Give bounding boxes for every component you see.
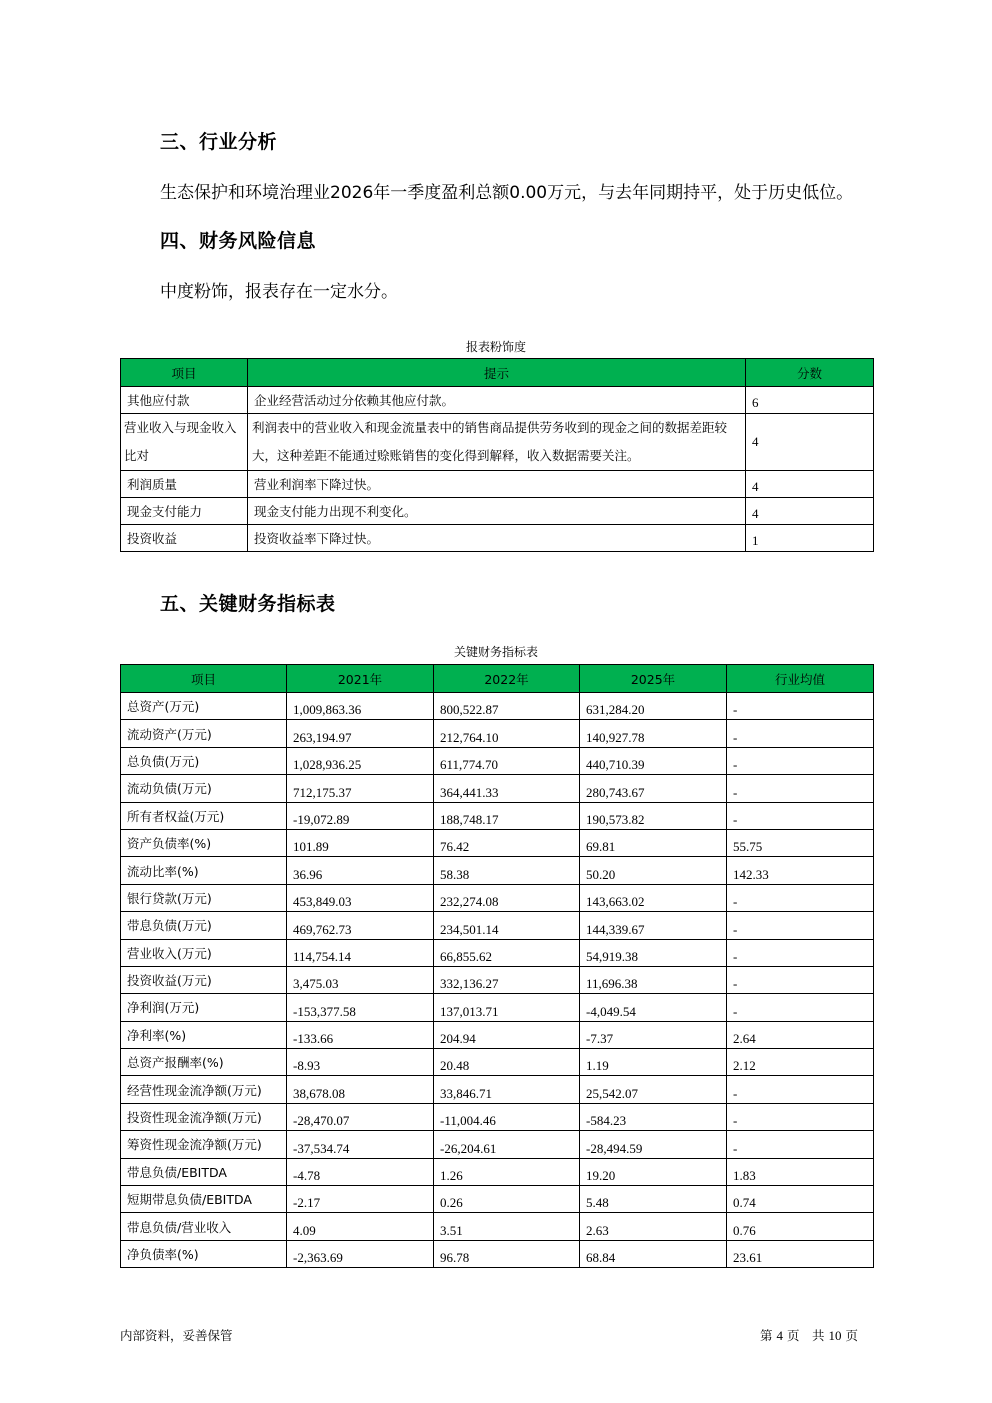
value-2025: 1.19 — [580, 1049, 727, 1076]
value-2021: -153,377.58 — [287, 994, 434, 1021]
row-label: 经营性现金流净额(万元) — [121, 1076, 287, 1103]
value-2022: 332,136.27 — [434, 966, 580, 993]
row-score: 4 — [746, 471, 874, 498]
page-mid: 页 共 — [786, 1328, 825, 1343]
value-2025: 25,542.07 — [580, 1076, 727, 1103]
row-label: 流动负债(万元) — [121, 775, 287, 802]
value-industry-avg: - — [727, 1076, 874, 1103]
section4-text: 中度粉饰，报表存在一定水分。 — [160, 282, 398, 302]
value-2025: 631,284.20 — [580, 693, 727, 720]
value-2022: 3.51 — [434, 1213, 580, 1240]
header-2025: 2025年 — [580, 665, 727, 693]
table-row — [121, 1186, 874, 1213]
value-industry-avg: 2.12 — [727, 1049, 874, 1076]
footer-page-number — [760, 1326, 858, 1344]
table-row — [121, 471, 874, 498]
row-label: 总负债(万元) — [121, 747, 287, 774]
value-2022: 234,501.14 — [434, 912, 580, 939]
row-label: 筹资性现金流净额(万元) — [121, 1131, 287, 1158]
value-industry-avg: - — [727, 693, 874, 720]
page-prefix: 第 — [760, 1328, 773, 1343]
value-industry-avg: - — [727, 939, 874, 966]
row-label: 银行贷款(万元) — [121, 884, 287, 911]
value-2025: 190,573.82 — [580, 802, 727, 829]
value-2021: 469,762.73 — [287, 912, 434, 939]
table-row — [121, 857, 874, 884]
row-item: 其他应付款 — [121, 387, 248, 414]
row-hint: 现金支付能力出现不利变化。 — [248, 498, 746, 525]
value-industry-avg: 0.74 — [727, 1186, 874, 1213]
value-2025: 54,919.38 — [580, 939, 727, 966]
row-label: 所有者权益(万元) — [121, 802, 287, 829]
value-2022: 66,855.62 — [434, 939, 580, 966]
value-2025: 11,696.38 — [580, 966, 727, 993]
value-2025: -28,494.59 — [580, 1131, 727, 1158]
table-header-row — [121, 665, 874, 693]
value-2021: 36.96 — [287, 857, 434, 884]
value-2025: 144,339.67 — [580, 912, 727, 939]
table-row — [121, 1213, 874, 1240]
value-2025: 5.48 — [580, 1186, 727, 1213]
row-label: 流动资产(万元) — [121, 720, 287, 747]
row-score: 4 — [746, 414, 874, 471]
value-2021: 1,009,863.36 — [287, 693, 434, 720]
row-hint: 营业利润率下降过快。 — [248, 471, 746, 498]
row-label: 净利润(万元) — [121, 994, 287, 1021]
value-2021: 38,678.08 — [287, 1076, 434, 1103]
table-row — [121, 775, 874, 802]
value-2022: 611,774.70 — [434, 747, 580, 774]
table-row — [121, 1131, 874, 1158]
table-row — [121, 1049, 874, 1076]
value-industry-avg: - — [727, 966, 874, 993]
value-2022: 364,441.33 — [434, 775, 580, 802]
value-industry-avg: - — [727, 912, 874, 939]
table-row — [121, 1240, 874, 1267]
table-row — [121, 939, 874, 966]
table2-caption: 关键财务指标表 — [453, 645, 538, 659]
row-item: 现金支付能力 — [121, 498, 248, 525]
value-2025: 68.84 — [580, 1240, 727, 1267]
value-2021: -8.93 — [287, 1049, 434, 1076]
value-2022: 20.48 — [434, 1049, 580, 1076]
table-row — [121, 994, 874, 1021]
value-2022: 188,748.17 — [434, 802, 580, 829]
section4-heading: 四、财务风险信息 — [160, 230, 317, 252]
row-label: 总资产(万元) — [121, 693, 287, 720]
table-row — [121, 1076, 874, 1103]
value-2022: 137,013.71 — [434, 994, 580, 1021]
value-2022: 232,274.08 — [434, 884, 580, 911]
value-2025: 2.63 — [580, 1213, 727, 1240]
table-row — [121, 884, 874, 911]
row-hint: 企业经营活动过分依赖其他应付款。 — [248, 387, 746, 414]
table1-caption: 报表粉饰度 — [465, 340, 526, 354]
value-2022: 204.94 — [434, 1021, 580, 1048]
section3-text: 生态保护和环境治理业2026年一季度盈利总额0.00万元，与去年同期持平，处于历史低位。 — [160, 183, 854, 203]
value-2021: 3,475.03 — [287, 966, 434, 993]
table-row — [121, 498, 874, 525]
row-item: 投资收益 — [121, 525, 248, 552]
section3-heading: 三、行业分析 — [160, 131, 278, 153]
table-row — [121, 1103, 874, 1130]
key-financial-table — [120, 664, 874, 1268]
fraud-score-table — [120, 358, 874, 552]
value-2025: -7.37 — [580, 1021, 727, 1048]
value-industry-avg: 0.76 — [727, 1213, 874, 1240]
header-score: 分数 — [746, 359, 874, 387]
row-label: 投资性现金流净额(万元) — [121, 1103, 287, 1130]
row-label: 净利率(%) — [121, 1021, 287, 1048]
value-2021: 114,754.14 — [287, 939, 434, 966]
value-2021: -2.17 — [287, 1186, 434, 1213]
row-label: 资产负债率(%) — [121, 829, 287, 856]
value-industry-avg: 55.75 — [727, 829, 874, 856]
value-2022: 1.26 — [434, 1158, 580, 1185]
value-2021: 712,175.37 — [287, 775, 434, 802]
footer-confidential: 内部资料，妥善保管 — [120, 1328, 233, 1343]
header-2021: 2021年 — [287, 665, 434, 693]
header-item: 项目 — [121, 359, 248, 387]
value-2022: 96.78 — [434, 1240, 580, 1267]
value-2022: -11,004.46 — [434, 1103, 580, 1130]
row-score: 1 — [746, 525, 874, 552]
table-row — [121, 966, 874, 993]
value-2021: 101.89 — [287, 829, 434, 856]
table-row — [121, 1021, 874, 1048]
table-row — [121, 802, 874, 829]
row-label: 净负债率(%) — [121, 1240, 287, 1267]
row-hint: 投资收益率下降过快。 — [248, 525, 746, 552]
table-row — [121, 414, 874, 471]
row-score: 6 — [746, 387, 874, 414]
value-2022: 58.38 — [434, 857, 580, 884]
row-score: 4 — [746, 498, 874, 525]
row-label: 投资收益(万元) — [121, 966, 287, 993]
value-2022: 33,846.71 — [434, 1076, 580, 1103]
row-item: 营业收入与现金收入比对 — [121, 414, 248, 471]
value-industry-avg: - — [727, 1103, 874, 1130]
value-industry-avg: 23.61 — [727, 1240, 874, 1267]
value-2022: 212,764.10 — [434, 720, 580, 747]
table-row — [121, 387, 874, 414]
value-2021: -37,534.74 — [287, 1131, 434, 1158]
value-2021: -133.66 — [287, 1021, 434, 1048]
value-2022: 76.42 — [434, 829, 580, 856]
value-2025: 69.81 — [580, 829, 727, 856]
table-row — [121, 829, 874, 856]
value-2021: -28,470.07 — [287, 1103, 434, 1130]
value-industry-avg: 142.33 — [727, 857, 874, 884]
header-industry-avg: 行业均值 — [727, 665, 874, 693]
row-label: 总资产报酬率(%) — [121, 1049, 287, 1076]
value-2025: -584.23 — [580, 1103, 727, 1130]
value-2025: 140,927.78 — [580, 720, 727, 747]
row-label: 流动比率(%) — [121, 857, 287, 884]
value-2021: -4.78 — [287, 1158, 434, 1185]
value-industry-avg: 1.83 — [727, 1158, 874, 1185]
value-industry-avg: - — [727, 747, 874, 774]
value-2025: -4,049.54 — [580, 994, 727, 1021]
table-row — [121, 693, 874, 720]
row-item: 利润质量 — [121, 471, 248, 498]
value-2025: 50.20 — [580, 857, 727, 884]
value-2021: 1,028,936.25 — [287, 747, 434, 774]
value-industry-avg: - — [727, 775, 874, 802]
value-2025: 19.20 — [580, 1158, 727, 1185]
value-industry-avg: - — [727, 1131, 874, 1158]
page-total: 10 — [828, 1328, 842, 1343]
value-2021: -2,363.69 — [287, 1240, 434, 1267]
value-2025: 280,743.67 — [580, 775, 727, 802]
table-row — [121, 1158, 874, 1185]
header-2022: 2022年 — [434, 665, 580, 693]
page-suffix: 页 — [845, 1328, 858, 1343]
value-2022: -26,204.61 — [434, 1131, 580, 1158]
header-hint: 提示 — [248, 359, 746, 387]
value-2021: 453,849.03 — [287, 884, 434, 911]
row-label: 带息负债/营业收入 — [121, 1213, 287, 1240]
row-hint: 利润表中的营业收入和现金流量表中的销售商品提供劳务收到的现金之间的数据差距较大，这种差距不能通过赊账销售的变化得到解释，收入数据需要关注。 — [248, 414, 746, 471]
section5-heading: 五、关键财务指标表 — [160, 593, 336, 615]
value-industry-avg: - — [727, 720, 874, 747]
table-header-row — [121, 359, 874, 387]
table-row — [121, 747, 874, 774]
value-2021: 4.09 — [287, 1213, 434, 1240]
value-2025: 143,663.02 — [580, 884, 727, 911]
row-label: 带息负债/EBITDA — [121, 1158, 287, 1185]
value-industry-avg: - — [727, 884, 874, 911]
value-industry-avg: - — [727, 802, 874, 829]
row-label: 营业收入(万元) — [121, 939, 287, 966]
value-2025: 440,710.39 — [580, 747, 727, 774]
value-industry-avg: 2.64 — [727, 1021, 874, 1048]
value-industry-avg: - — [727, 994, 874, 1021]
value-2022: 0.26 — [434, 1186, 580, 1213]
page-current: 4 — [776, 1328, 783, 1343]
table-body — [121, 693, 874, 1268]
value-2022: 800,522.87 — [434, 693, 580, 720]
value-2021: -19,072.89 — [287, 802, 434, 829]
table-row — [121, 912, 874, 939]
row-label: 短期带息负债/EBITDA — [121, 1186, 287, 1213]
row-label: 带息负债(万元) — [121, 912, 287, 939]
table-row — [121, 525, 874, 552]
table-row — [121, 720, 874, 747]
header-item: 项目 — [121, 665, 287, 693]
value-2021: 263,194.97 — [287, 720, 434, 747]
